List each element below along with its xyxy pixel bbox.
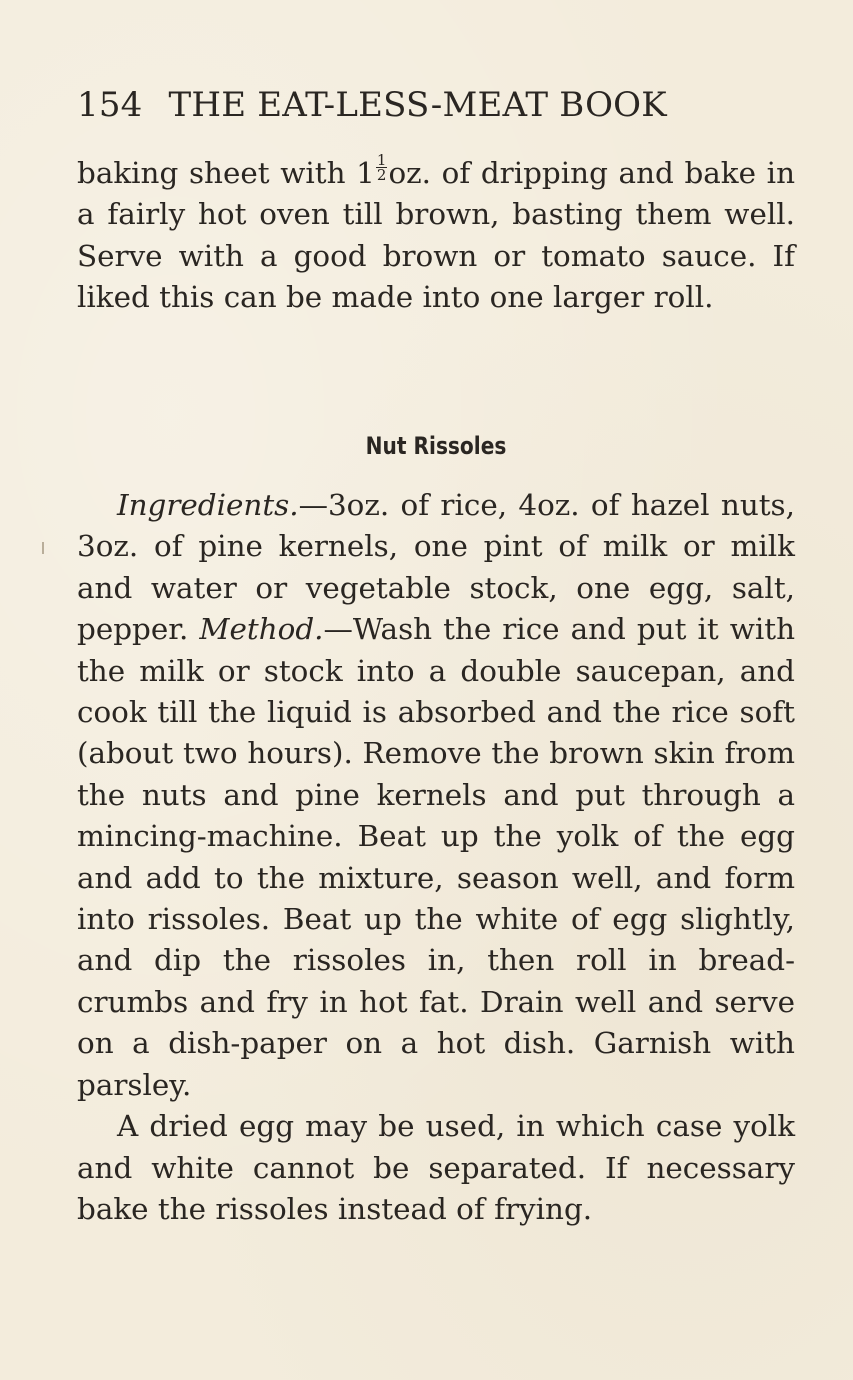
- recipe-instructions: [77, 485, 795, 1106]
- ingredients-label: Ingredients.: [117, 488, 299, 522]
- method-text: —Wash the rice and put it with the milk or stock into a double saucepan, and cook till the liquid is absorbed and the rice soft (about two hours). Remove the brown skin from the nuts and pine kernels and put through a mincing-machine. Beat up the yolk of the egg and add to the mixture, season well, and form into rissoles. Beat up the white of egg slightly, and dip the rissoles in, then roll in bread-crumbs and fry in hot fat. Drain well and serve on a dish-paper on a hot dish. Garnish with parsley.: [77, 612, 795, 1102]
- ingredients-text: —3oz. of rice, 4oz. of hazel nuts, 3oz. of pine kernels, one pint of milk or milk and water or vegetable stock, one egg, salt, pepper.: [77, 488, 795, 647]
- fraction-one-half: [376, 153, 388, 182]
- fraction-numerator: 1: [376, 151, 387, 169]
- continued-paragraph: [77, 153, 795, 319]
- recipe-title: Nut Rissoles: [365, 432, 507, 460]
- continued-text-start: baking sheet with 1: [77, 156, 375, 190]
- recipe-body: [77, 485, 795, 1230]
- recipe-note: A dried egg may be used, in which case yolk and white cannot be separated. If necessary bake the rissoles instead of frying.: [77, 1109, 795, 1226]
- book-title: THE EAT-LESS-MEAT BOOK: [168, 85, 667, 125]
- page-number: 154: [77, 85, 143, 125]
- running-head: [77, 85, 797, 125]
- continued-text-end: oz. of dripping and bake in a fairly hot oven till brown, basting them well. Serve with a good brown or tomato sauce. If liked this can be made into one larger roll.: [77, 156, 796, 315]
- method-label: Method.: [199, 612, 324, 647]
- fraction-denominator: 2: [376, 166, 387, 184]
- continued-text: [77, 153, 795, 319]
- margin-mark: [42, 542, 44, 554]
